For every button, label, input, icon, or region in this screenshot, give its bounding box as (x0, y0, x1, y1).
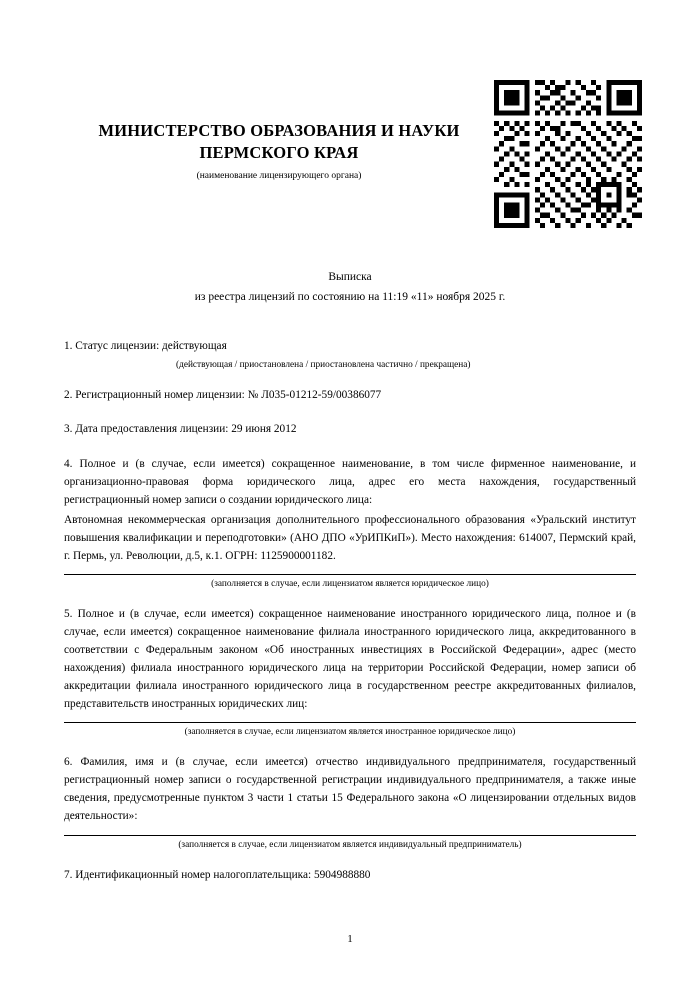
title-line-2: ПЕРМСКОГО КРАЯ (199, 143, 359, 163)
item-4-legal-entity: 4. Полное и (в случае, если имеется) сокращенное наименование, в том числе фирменное наименование, и организационно-правовая форма юридического лица, адрес его места нахождения, государственный регистрационный номер записи о создании юридического лица: (64, 458, 636, 506)
header-subtitle: (наименование лицензирующего органа) (196, 170, 362, 181)
item-5-foreign-entity: 5. Полное и (в случае, если имеется) сокращенное наименование иностранного юридического лица, полное и (в случае, если имеется) сокращенное наименование филиала иностранного юридического лица, аккредитованного в соответствии с Федеральным законом «Об иностранных инвестициях в Российской Федерации», адрес (место нахождения) филиала иностранного юридического лица на территории Российской Федерации, номер записи об аккредитации филиала иностранного юридического лица в государственном реестре аккредитованных филиалов, представительств иностранных юридических лиц: (64, 608, 636, 710)
extract-label: Выписка (328, 270, 372, 283)
page-title (64, 120, 494, 165)
item-4-divider (64, 574, 636, 575)
document-header (64, 0, 494, 181)
title-line-1: МИНИСТЕРСТВО ОБРАЗОВАНИЯ И НАУКИ (98, 121, 460, 140)
item-4-legal-entity-value: Автономная некоммерческая организация дополнительного профессионального образования «Уральский институт повышения квалификации и переподготовки» (АНО ДПО «УрИПКиП»). Место нахождения: 614007, Пермский край, г. Пермь, ул. Революции, д.5, к.1. ОГРН: 1125900001182. (64, 513, 636, 562)
item-1-note: (действующая / приостановлена / приостановлена частично / прекращена) (176, 359, 471, 370)
item-2-registration-number: 2. Регистрационный номер лицензии: № Л035-01212-59/00386077 (64, 388, 382, 401)
qr-code-icon (494, 80, 642, 228)
item-5-note: (заполняется в случае, если лицензиатом является иностранное юридическое лицо) (184, 727, 516, 738)
item-1-status: 1. Статус лицензии: действующая (64, 339, 227, 352)
item-3-issue-date: 3. Дата предоставления лицензии: 29 июня 2012 (64, 423, 297, 436)
page-number: 1 (347, 933, 353, 945)
extract-registry-date: из реестра лицензий по состоянию на 11:19 «11» ноября 2025 г. (194, 290, 506, 303)
item-6-note: (заполняется в случае, если лицензиатом является индивидуальный предприниматель) (178, 839, 522, 850)
item-4-note: (заполняется в случае, если лицензиатом является юридическое лицо) (211, 579, 489, 590)
item-6-individual-entrepreneur: 6. Фамилия, имя и (в случае, если имеется) отчество индивидуального предпринимателя, государственный регистрационный номер записи о государственной регистрации индивидуального предпринимателя, а также иные сведения, предусмотренные пунктом 3 части 1 статьи 15 Федерального закона «О лицензировании отдельных видов деятельности»: (64, 756, 636, 822)
item-7-taxpayer-number: 7. Идентификационный номер налогоплательщика: 5904988880 (64, 868, 371, 881)
item-6-divider (64, 835, 636, 836)
extract-title-block (64, 267, 636, 307)
item-5-divider (64, 722, 636, 723)
